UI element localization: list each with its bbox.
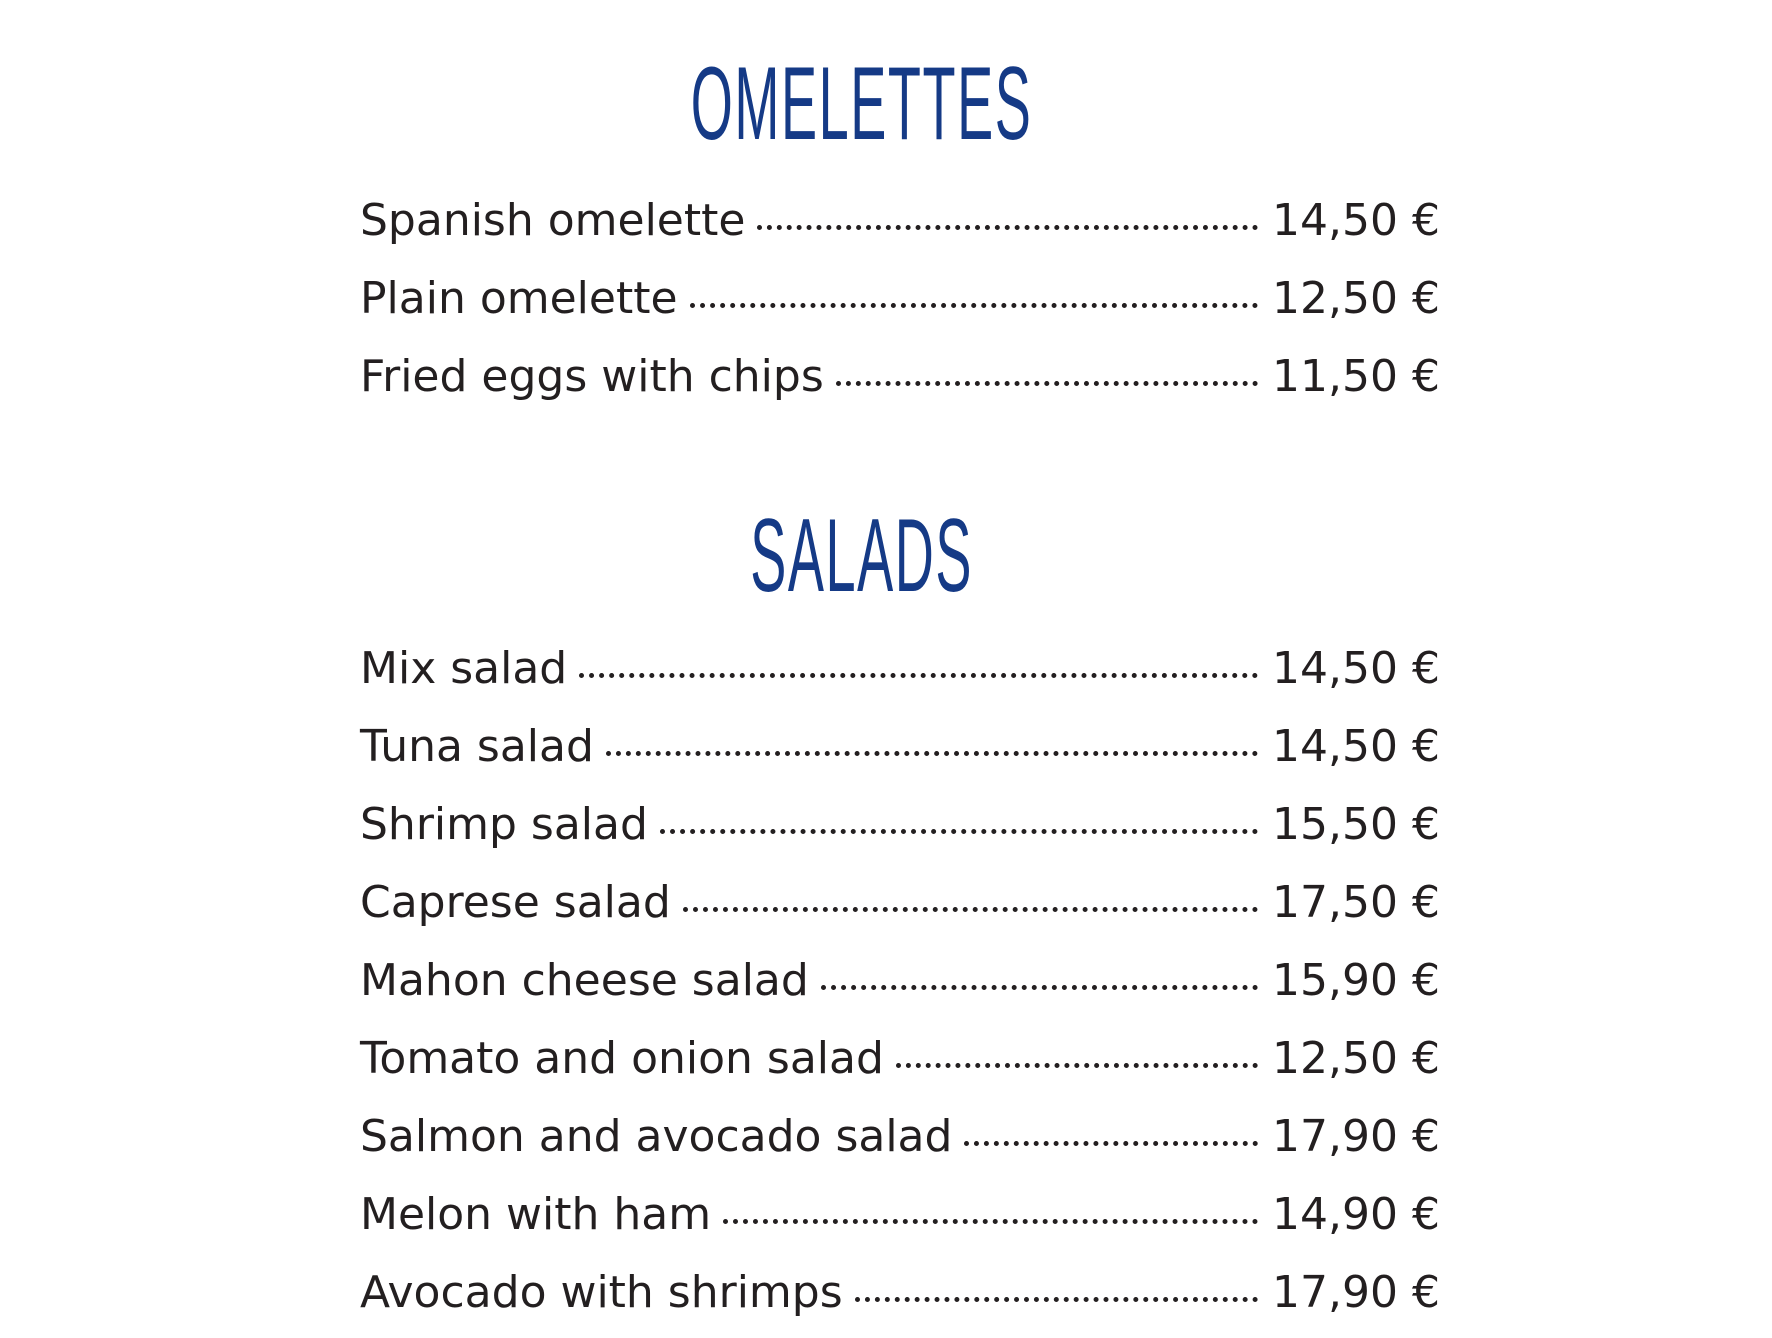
item-price: 14,90 € xyxy=(1272,1189,1440,1240)
item-name: Fried eggs with chips xyxy=(360,351,824,402)
item-price: 14,50 € xyxy=(1272,721,1440,772)
menu-item-tomato-and-onion-salad xyxy=(360,1020,1440,1098)
item-name: Salmon and avocado salad xyxy=(360,1111,953,1162)
menu-item-salmon-and-avocado-salad xyxy=(360,1098,1440,1176)
dot-leader xyxy=(855,1297,1258,1302)
item-price: 17,90 € xyxy=(1272,1267,1440,1318)
dot-leader xyxy=(896,1063,1258,1068)
item-name: Plain omelette xyxy=(360,273,678,324)
salads-menu-list xyxy=(360,630,1440,1332)
menu-item-tuna-salad xyxy=(360,708,1440,786)
omelettes-heading: OMELETTES xyxy=(690,46,1033,162)
item-name: Mahon cheese salad xyxy=(360,955,809,1006)
menu-item-caprese-salad xyxy=(360,864,1440,942)
dot-leader xyxy=(964,1141,1258,1146)
item-name: Tomato and onion salad xyxy=(360,1033,884,1084)
dot-leader xyxy=(579,673,1258,678)
dot-leader xyxy=(683,907,1258,912)
item-price: 15,50 € xyxy=(1272,799,1440,850)
item-price: 17,50 € xyxy=(1272,877,1440,928)
item-price: 14,50 € xyxy=(1272,195,1440,246)
menu-item-shrimp-salad xyxy=(360,786,1440,864)
salads-heading: SALADS xyxy=(750,498,973,614)
item-name: Caprese salad xyxy=(360,877,671,928)
menu-item-spanish-omelette xyxy=(360,182,1440,260)
item-price: 14,50 € xyxy=(1272,643,1440,694)
item-price: 12,50 € xyxy=(1272,273,1440,324)
menu-item-mix-salad xyxy=(360,630,1440,708)
item-name: Shrimp salad xyxy=(360,799,648,850)
item-name: Mix salad xyxy=(360,643,568,694)
dot-leader xyxy=(723,1219,1258,1224)
item-name: Avocado with shrimps xyxy=(360,1267,843,1318)
item-price: 12,50 € xyxy=(1272,1033,1440,1084)
item-name: Spanish omelette xyxy=(360,195,746,246)
omelettes-menu-list xyxy=(360,182,1440,416)
item-name: Melon with ham xyxy=(360,1189,712,1240)
dot-leader xyxy=(660,829,1258,834)
menu-item-avocado-with-shrimps xyxy=(360,1254,1440,1332)
menu-item-plain-omelette xyxy=(360,260,1440,338)
item-price: 17,90 € xyxy=(1272,1111,1440,1162)
menu-item-fried-eggs-with-chips xyxy=(360,338,1440,416)
dot-leader xyxy=(821,985,1258,990)
dot-leader xyxy=(757,225,1258,230)
item-price: 15,90 € xyxy=(1272,955,1440,1006)
item-price: 11,50 € xyxy=(1272,351,1440,402)
dot-leader xyxy=(836,381,1258,386)
dot-leader xyxy=(606,751,1258,756)
dot-leader xyxy=(690,303,1259,308)
menu-item-mahon-cheese-salad xyxy=(360,942,1440,1020)
item-name: Tuna salad xyxy=(360,721,594,772)
menu-item-melon-with-ham xyxy=(360,1176,1440,1254)
